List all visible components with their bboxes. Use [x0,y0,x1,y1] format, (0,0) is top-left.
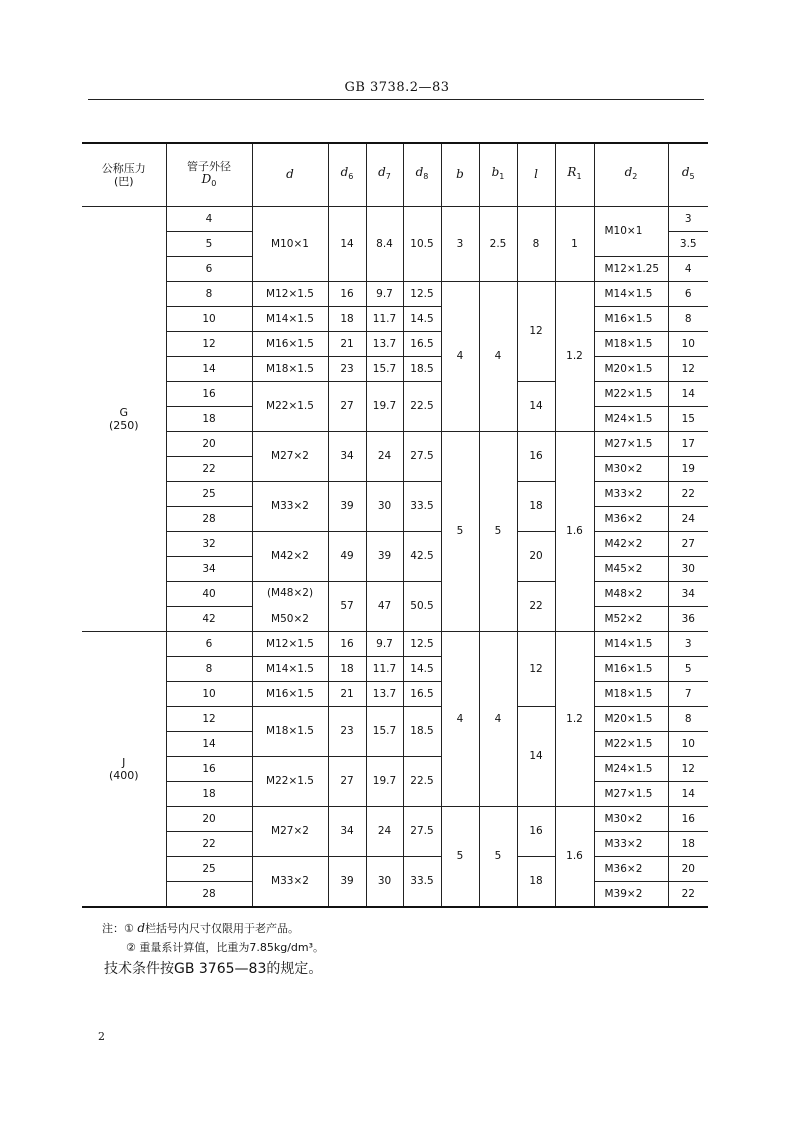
header-l-symbol: l [534,167,538,181]
table-row [82,632,708,657]
b-cell: 5 [441,432,479,632]
d6-cell: 23 [328,707,366,757]
l-cell: 22 [517,582,555,632]
header-d2 [594,143,668,207]
page-number: 2 [98,1030,105,1043]
table-row [82,482,708,507]
header-b1-sub: 1 [499,172,505,182]
l-cell: 8 [517,207,555,282]
note-1-symbol: d [137,921,146,935]
header-d8-symbol: d [415,165,424,180]
group-g-pressure: (250) [108,419,139,432]
d-cell: M18×1.5 [252,357,328,382]
header-b1-symbol: b [491,165,500,180]
r1-cell: 1.6 [555,432,594,632]
d5-cell: 12 [668,357,708,382]
d5-cell: 10 [668,332,708,357]
header-d7-sub: 7 [385,172,391,182]
b-cell: 3 [441,207,479,282]
group-j-pressure: (400) [108,769,139,782]
d2-cell: M18×1.5 [594,682,668,707]
d5-cell: 3 [668,632,708,657]
header-d [252,143,328,207]
table-row [82,682,708,707]
d6-cell: 14 [328,207,366,282]
d-cell: M33×2 [252,857,328,908]
b1-cell: 5 [479,807,517,908]
l-cell: 14 [517,707,555,807]
header-d0-symbol: D [201,171,212,186]
d8-cell: 33.5 [403,857,441,908]
d2-cell: M48×2 [594,582,668,607]
d5-cell: 22 [668,882,708,908]
d5-cell: 24 [668,507,708,532]
header-d0-sub: 0 [211,179,217,189]
b-cell: 5 [441,807,479,908]
d6-cell: 34 [328,807,366,857]
d0-cell: 28 [166,882,252,908]
d6-cell: 16 [328,632,366,657]
d5-cell: 14 [668,782,708,807]
d-cell: M10×1 [252,207,328,282]
d8-cell: 42.5 [403,532,441,582]
table-row [82,432,708,457]
table-row [82,382,708,407]
group-g-name: G [119,406,129,419]
header-d5-sub: 5 [689,172,695,182]
d8-cell: 33.5 [403,482,441,532]
header-b [441,143,479,207]
d5-cell: 3 [668,207,708,232]
d-cell: M22×1.5 [252,757,328,807]
d5-cell: 20 [668,857,708,882]
d5-cell: 14 [668,382,708,407]
d7-cell: 39 [366,532,403,582]
d2-cell: M18×1.5 [594,332,668,357]
d2-cell: M45×2 [594,557,668,582]
header-d5 [668,143,708,207]
d6-cell: 21 [328,682,366,707]
b1-cell: 2.5 [479,207,517,282]
d2-cell: M12×1.25 [594,257,668,282]
d7-cell: 11.7 [366,307,403,332]
d-cell: M14×1.5 [252,307,328,332]
header-d7 [366,143,403,207]
r1-cell: 1 [555,207,594,282]
d6-cell: 18 [328,307,366,332]
d-cell: M22×1.5 [252,382,328,432]
b-cell: 4 [441,632,479,807]
dimension-table [82,142,708,908]
b1-cell: 5 [479,432,517,632]
header-d5-symbol: d [681,165,690,180]
d5-cell: 15 [668,407,708,432]
l-cell: 18 [517,857,555,908]
header-d-symbol: d [286,167,294,181]
d7-cell: 24 [366,432,403,482]
d2-cell: M33×2 [594,832,668,857]
d8-cell: 22.5 [403,757,441,807]
header-pipe-outer-diameter-label: 管子外径 [187,159,231,173]
d0-cell: 25 [166,482,252,507]
d-cell: M18×1.5 [252,707,328,757]
d0-cell: 22 [166,457,252,482]
table-row [82,807,708,832]
l-cell: 20 [517,532,555,582]
header-r1-symbol: R [567,165,577,180]
d2-cell: M30×2 [594,807,668,832]
d6-cell: 27 [328,757,366,807]
d2-cell: M22×1.5 [594,732,668,757]
d2-cell: M30×2 [594,457,668,482]
d-cell: M12×1.5 [252,632,328,657]
d6-cell: 57 [328,582,366,632]
d7-cell: 15.7 [366,357,403,382]
d0-cell: 10 [166,307,252,332]
d5-cell: 6 [668,282,708,307]
d5-cell: 7 [668,682,708,707]
note-1-text: 栏括号内尺寸仅限用于老产品。 [145,922,300,935]
d5-cell: 30 [668,557,708,582]
d2-cell: M39×2 [594,882,668,908]
header-d6-symbol: d [340,165,349,180]
l-cell: 16 [517,807,555,857]
d0-cell: 28 [166,507,252,532]
d2-cell: M52×2 [594,607,668,632]
d-new-value: M50×2 [271,613,309,625]
table-row [82,357,708,382]
d6-cell: 34 [328,432,366,482]
header-d2-sub: 2 [632,172,638,182]
d0-cell: 18 [166,782,252,807]
d5-cell: 17 [668,432,708,457]
d6-cell: 39 [328,482,366,532]
d5-cell: 27 [668,532,708,557]
header-b-symbol: b [456,167,464,181]
d5-cell: 16 [668,807,708,832]
group-g-cell [82,207,166,632]
d0-cell: 14 [166,357,252,382]
d6-cell: 16 [328,282,366,307]
notes [102,918,324,958]
d7-cell: 15.7 [366,707,403,757]
d-old-value: (M48×2) [266,587,314,599]
d8-cell: 18.5 [403,357,441,382]
d0-cell: 18 [166,407,252,432]
d0-cell: 12 [166,332,252,357]
d2-cell: M24×1.5 [594,407,668,432]
header-d6-sub: 6 [348,172,354,182]
b1-cell: 4 [479,282,517,432]
header-d6 [328,143,366,207]
d-cell: M42×2 [252,532,328,582]
d8-cell: 16.5 [403,682,441,707]
l-cell: 12 [517,632,555,707]
d2-cell: M33×2 [594,482,668,507]
d7-cell: 13.7 [366,332,403,357]
d7-cell: 9.7 [366,282,403,307]
header-nominal-pressure-label: 公称压力 [101,162,146,175]
note-1-prefix: 注：① [102,922,134,935]
d5-cell: 19 [668,457,708,482]
group-j-cell [82,632,166,908]
d2-cell: M42×2 [594,532,668,557]
d8-cell: 12.5 [403,282,441,307]
d2-cell: M16×1.5 [594,307,668,332]
d7-cell: 47 [366,582,403,632]
d-cell: M33×2 [252,482,328,532]
d2-cell: M24×1.5 [594,757,668,782]
table-row [82,657,708,682]
l-cell: 18 [517,482,555,532]
d8-cell: 14.5 [403,657,441,682]
d0-cell: 40 [166,582,252,607]
d7-cell: 30 [366,482,403,532]
d0-cell: 22 [166,832,252,857]
d5-cell: 4 [668,257,708,282]
d-cell: M16×1.5 [252,332,328,357]
note-1 [102,918,324,938]
d5-cell: 36 [668,607,708,632]
header-r1 [555,143,594,207]
d0-cell: 5 [166,232,252,257]
d6-cell: 23 [328,357,366,382]
d5-cell: 34 [668,582,708,607]
d0-cell: 20 [166,807,252,832]
table-row [82,282,708,307]
table-row [82,207,708,232]
table-row [82,707,708,732]
header-nominal-pressure-unit: (巴) [113,175,134,188]
d6-cell: 21 [328,332,366,357]
table-row [82,757,708,782]
table-row [82,857,708,882]
d7-cell: 19.7 [366,757,403,807]
l-cell: 14 [517,382,555,432]
header-row [82,143,708,207]
d7-cell: 13.7 [366,682,403,707]
d0-cell: 25 [166,857,252,882]
d8-cell: 12.5 [403,632,441,657]
d-cell: M12×1.5 [252,282,328,307]
d2-cell: M36×2 [594,857,668,882]
d6-cell: 49 [328,532,366,582]
note-2 [102,938,324,958]
d2-cell: M22×1.5 [594,382,668,407]
note-2-text: 重量系计算值，比重为7.85kg/dm³。 [139,941,325,954]
d2-cell: M14×1.5 [594,282,668,307]
d5-cell: 8 [668,307,708,332]
d8-cell: 27.5 [403,807,441,857]
d2-cell: M14×1.5 [594,632,668,657]
d7-cell: 11.7 [366,657,403,682]
d0-cell: 8 [166,657,252,682]
d-cell: M16×1.5 [252,682,328,707]
d-cell [252,582,328,632]
b1-cell: 4 [479,632,517,807]
header-d8-sub: 8 [423,172,429,182]
table-row [82,582,708,607]
d5-cell: 10 [668,732,708,757]
d2-cell: M16×1.5 [594,657,668,682]
header-r1-sub: 1 [576,172,582,182]
d7-cell: 24 [366,807,403,857]
l-cell: 16 [517,432,555,482]
d0-cell: 6 [166,632,252,657]
d7-cell: 19.7 [366,382,403,432]
table-row [82,307,708,332]
d0-cell: 20 [166,432,252,457]
d6-cell: 39 [328,857,366,908]
d0-cell: 10 [166,682,252,707]
d2-cell: M20×1.5 [594,357,668,382]
d6-cell: 18 [328,657,366,682]
header-nominal-pressure [82,143,166,207]
d0-cell: 34 [166,557,252,582]
d8-cell: 14.5 [403,307,441,332]
d8-cell: 27.5 [403,432,441,482]
d2-cell: M36×2 [594,507,668,532]
d0-cell: 6 [166,257,252,282]
r1-cell: 1.2 [555,282,594,432]
d5-cell: 22 [668,482,708,507]
d-cell: M14×1.5 [252,657,328,682]
header-d2-symbol: d [624,165,633,180]
d8-cell: 10.5 [403,207,441,282]
d2-cell: M20×1.5 [594,707,668,732]
d8-cell: 50.5 [403,582,441,632]
d7-cell: 8.4 [366,207,403,282]
b-cell: 4 [441,282,479,432]
d5-cell: 18 [668,832,708,857]
d8-cell: 16.5 [403,332,441,357]
d0-cell: 16 [166,757,252,782]
group-j-name: J [122,756,126,769]
technical-conditions: 技术条件按GB 3765—83的规定。 [104,961,323,977]
d8-cell: 18.5 [403,707,441,757]
d5-cell: 12 [668,757,708,782]
d8-cell: 22.5 [403,382,441,432]
header-b1 [479,143,517,207]
header-title: GB 3738.2—83 [344,80,450,95]
d5-cell: 3.5 [668,232,708,257]
d0-cell: 4 [166,207,252,232]
d0-cell: 14 [166,732,252,757]
table-row [82,532,708,557]
d0-cell: 16 [166,382,252,407]
header-d7-symbol: d [378,165,386,180]
d7-cell: 9.7 [366,632,403,657]
d5-cell: 5 [668,657,708,682]
d2-cell: M27×1.5 [594,432,668,457]
header-pipe-outer-diameter [166,143,252,207]
d-cell: M27×2 [252,807,328,857]
header-d8 [403,143,441,207]
d5-cell: 8 [668,707,708,732]
d0-cell: 32 [166,532,252,557]
d2-cell: M27×1.5 [594,782,668,807]
d7-cell: 30 [366,857,403,908]
r1-cell: 1.2 [555,632,594,807]
d-cell: M27×2 [252,432,328,482]
d0-cell: 42 [166,607,252,632]
d0-cell: 8 [166,282,252,307]
table-row [82,332,708,357]
d6-cell: 27 [328,382,366,432]
header-rule [88,99,704,100]
d2-cell: M10×1 [594,207,668,257]
note-2-prefix: ② [126,941,136,954]
r1-cell: 1.6 [555,807,594,908]
d0-cell: 12 [166,707,252,732]
l-cell: 12 [517,282,555,382]
header-l [517,143,555,207]
